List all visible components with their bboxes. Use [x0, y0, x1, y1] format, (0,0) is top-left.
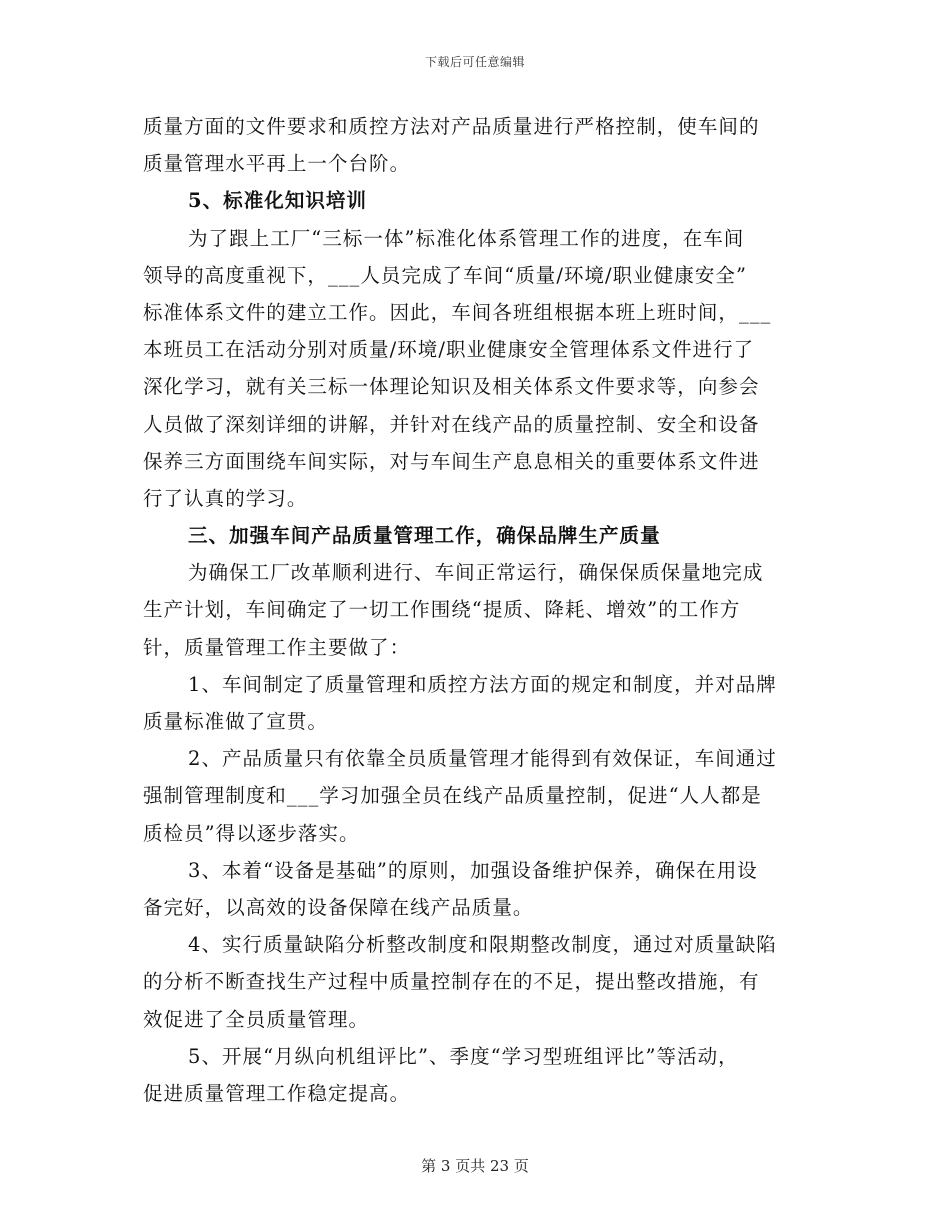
body-text-line: 质检员”得以逐步落实。 — [143, 821, 360, 845]
body-text-line: 强制管理制度和___学习加强全员在线产品质量控制，促进“人人都是 — [143, 784, 762, 808]
body-text-line: 质量标准做了宣贯。 — [143, 710, 328, 733]
body-text-line: 为了跟上工厂“三标一体”标准化体系管理工作的进度，在车间 — [188, 226, 745, 250]
document-body — [143, 108, 803, 1112]
body-text-line: 备完好，以高效的设备保障在线产品质量。 — [143, 895, 534, 919]
body-text-line: 质量方面的文件要求和质控方法对产品质量进行严格控制，使车间的 — [143, 115, 760, 138]
body-text-line: 2、产品质量只有依靠全员质量管理才能得到有效保证，车间通过 — [188, 747, 777, 771]
body-text-line: 质量管理水平再上一个台阶。 — [143, 152, 411, 176]
page-number: 第 3 页共 23 页 — [421, 1157, 529, 1175]
body-text-line: 4、实行质量缺陷分析整改制度和限期整改制度，通过对质量缺陷 — [188, 933, 777, 957]
body-text-line: 人员做了深刻详细的讲解，并针对在线产品的质量控制、安全和设备 — [143, 412, 760, 436]
body-text-line: 促进质量管理工作稳定提高。 — [143, 1081, 411, 1105]
body-text-line: 行了认真的学习。 — [143, 486, 308, 510]
body-text-line: 领导的高度重视下，___人员完成了车间“质量/环境/职业健康安全” — [143, 263, 747, 287]
body-text-line: 3、本着“设备是基础”的原则，加强设备维护保养，确保在用设 — [188, 858, 758, 882]
body-text-line: 为确保工厂改革顺利进行、车间正常运行，确保保质保量地完成 — [188, 561, 764, 585]
body-text-line: 标准体系文件的建立工作。因此，车间各班组根据本班上班时间，___ — [143, 300, 772, 324]
body-text-line: 5、开展“月纵向机组评比”、季度“学习型班组评比”等活动， — [188, 1044, 739, 1068]
section-heading: 5、标准化知识培训 — [188, 189, 368, 213]
body-text-line: 的分析不断查找生产过程中质量控制存在的不足，提出整改措施，有 — [143, 970, 760, 994]
body-text-line: 保养三方面围绕车间实际，对与车间生产息息相关的重要体系文件进 — [143, 449, 760, 473]
body-text-line: 针，质量管理工作主要做了： — [143, 635, 411, 659]
body-text-line: 1、车间制定了质量管理和质控方法方面的规定和制度，并对品牌 — [188, 672, 777, 696]
body-text-line: 生产计划，车间确定了一切工作围绕“提质、降耗、增效”的工作方 — [143, 598, 741, 622]
section-heading: 三、加强车间产品质量管理工作，确保品牌生产质量 — [188, 524, 661, 548]
page-header: 下载后可任意编辑 — [424, 55, 525, 69]
body-text-line: 深化学习，就有关三标一体理论知识及相关体系文件要求等，向参会 — [143, 375, 760, 399]
body-text-line: 本班员工在活动分别对质量/环境/职业健康安全管理体系文件进行了 — [143, 338, 755, 362]
body-text-line: 效促进了全员质量管理。 — [143, 1007, 370, 1031]
